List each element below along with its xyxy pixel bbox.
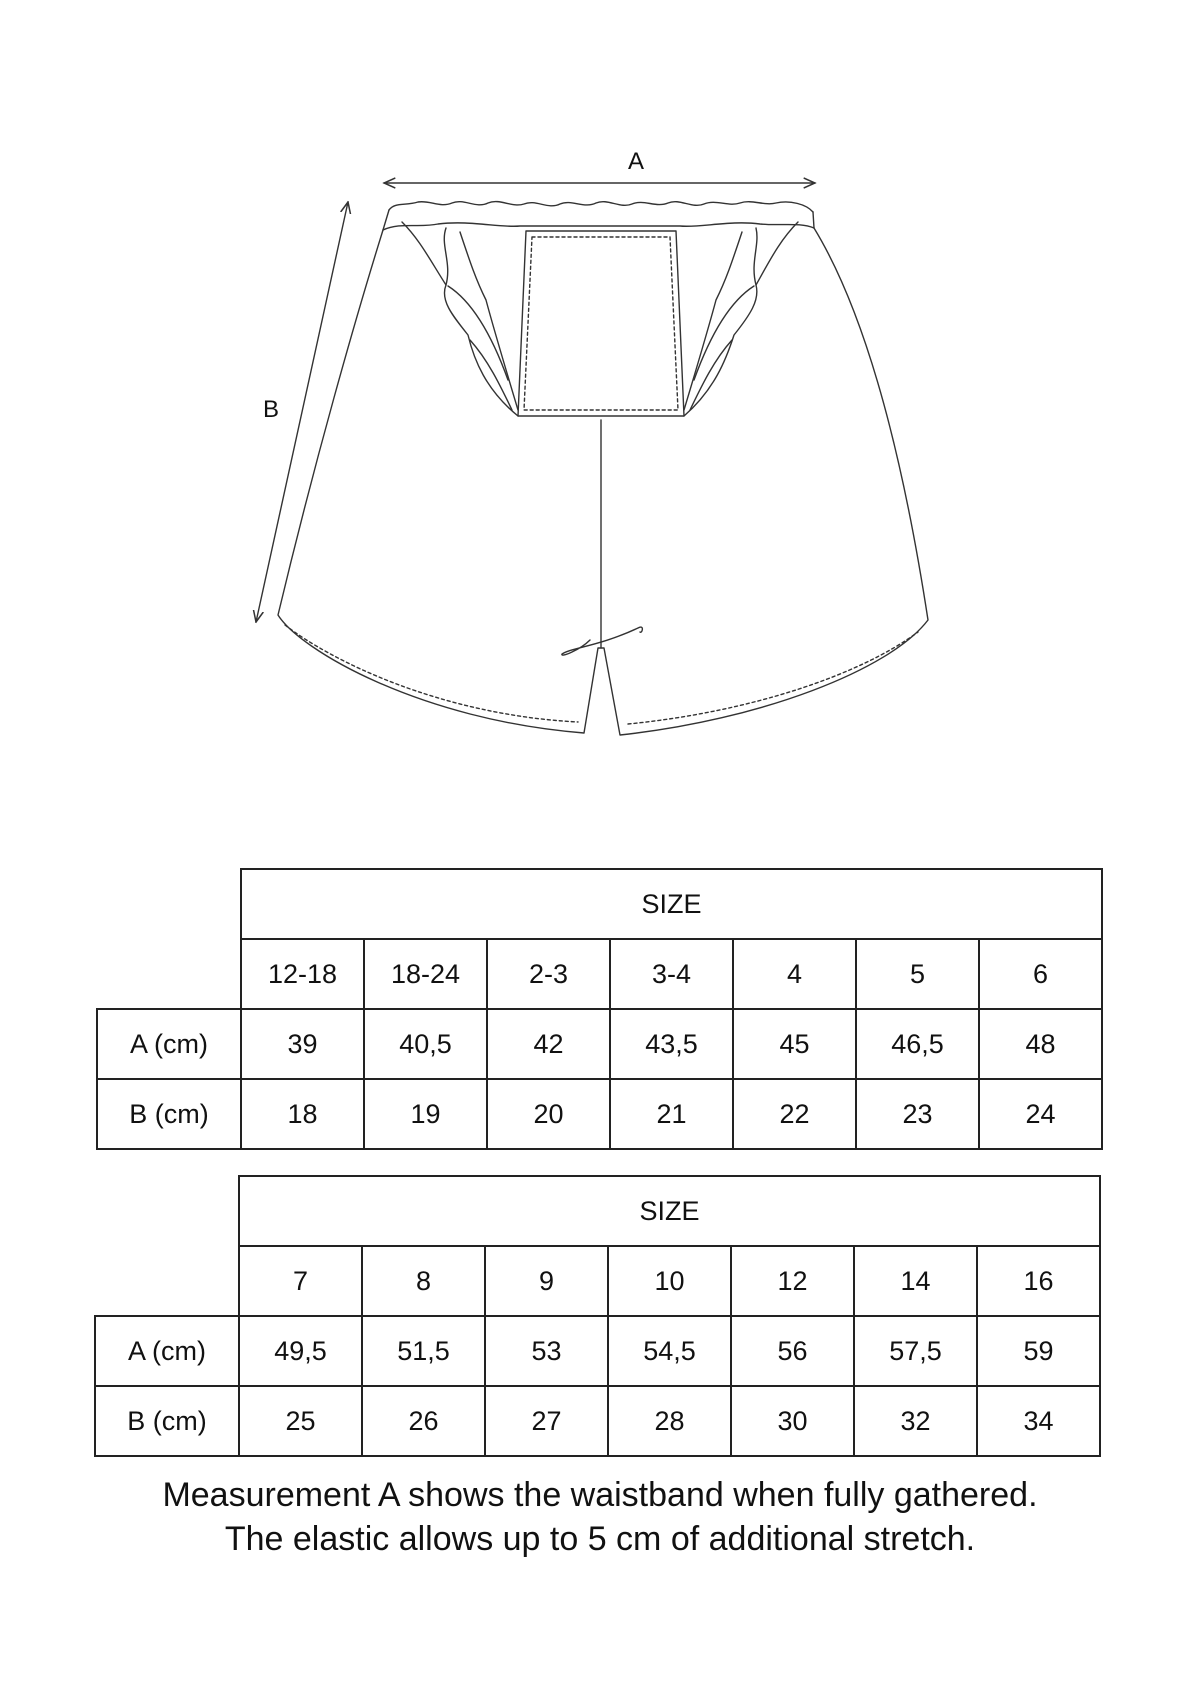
measurement-cell: 56 bbox=[731, 1316, 854, 1386]
waistband bbox=[389, 202, 813, 212]
size-table-1 bbox=[96, 868, 1103, 1150]
size-label: 12 bbox=[731, 1246, 854, 1316]
shorts-technical-drawing bbox=[0, 0, 1200, 780]
measurement-cell: 57,5 bbox=[854, 1316, 977, 1386]
table-row bbox=[95, 1316, 1100, 1386]
dimension-b-label: B bbox=[263, 396, 280, 423]
note-line-2: The elastic allows up to 5 cm of additional stretch. bbox=[224, 1520, 976, 1558]
size-table-2 bbox=[94, 1175, 1101, 1457]
size-label: 16 bbox=[977, 1246, 1100, 1316]
table-row bbox=[95, 1386, 1100, 1456]
shorts-outline bbox=[278, 228, 928, 735]
measurement-cell: 45 bbox=[733, 1009, 856, 1079]
measurement-cell: 20 bbox=[487, 1079, 610, 1149]
measurement-cell: 28 bbox=[608, 1386, 731, 1456]
measurement-cell: 51,5 bbox=[362, 1316, 485, 1386]
dimension-a-label: A bbox=[628, 148, 645, 175]
measurement-cell: 49,5 bbox=[239, 1316, 362, 1386]
size-label: 9 bbox=[485, 1246, 608, 1316]
measurement-note bbox=[0, 1473, 1200, 1561]
size-label: 12-18 bbox=[241, 939, 364, 1009]
size-label: 18-24 bbox=[364, 939, 487, 1009]
measurement-cell: 48 bbox=[979, 1009, 1102, 1079]
measurement-cell: 25 bbox=[239, 1386, 362, 1456]
measurement-cell: 43,5 bbox=[610, 1009, 733, 1079]
measurement-cell: 54,5 bbox=[608, 1316, 731, 1386]
size-label: 6 bbox=[979, 939, 1102, 1009]
measurement-cell: 27 bbox=[485, 1386, 608, 1456]
measurement-cell: 53 bbox=[485, 1316, 608, 1386]
size-label: 3-4 bbox=[610, 939, 733, 1009]
row-label: B (cm) bbox=[95, 1386, 239, 1456]
front-patch bbox=[518, 231, 684, 416]
size-label: 4 bbox=[733, 939, 856, 1009]
table-row bbox=[97, 1079, 1102, 1149]
row-label: B (cm) bbox=[97, 1079, 241, 1149]
row-label: A (cm) bbox=[95, 1316, 239, 1386]
measurement-cell: 19 bbox=[364, 1079, 487, 1149]
measurement-cell: 42 bbox=[487, 1009, 610, 1079]
measurement-cell: 23 bbox=[856, 1079, 979, 1149]
measurement-cell: 40,5 bbox=[364, 1009, 487, 1079]
measurement-cell: 39 bbox=[241, 1009, 364, 1079]
measurement-cell: 34 bbox=[977, 1386, 1100, 1456]
measurement-cell: 21 bbox=[610, 1079, 733, 1149]
measurement-cell: 26 bbox=[362, 1386, 485, 1456]
size-label: 10 bbox=[608, 1246, 731, 1316]
note-line-1: Measurement A shows the waistband when fully gathered. bbox=[162, 1476, 1038, 1514]
size-label: 5 bbox=[856, 939, 979, 1009]
size-header: SIZE bbox=[241, 869, 1102, 939]
size-label: 8 bbox=[362, 1246, 485, 1316]
measurement-cell: 32 bbox=[854, 1386, 977, 1456]
size-label: 7 bbox=[239, 1246, 362, 1316]
measurement-cell: 24 bbox=[979, 1079, 1102, 1149]
measurement-cell: 59 bbox=[977, 1316, 1100, 1386]
size-label: 2-3 bbox=[487, 939, 610, 1009]
measurement-cell: 22 bbox=[733, 1079, 856, 1149]
measurement-cell: 18 bbox=[241, 1079, 364, 1149]
table-row bbox=[97, 1009, 1102, 1079]
size-label: 14 bbox=[854, 1246, 977, 1316]
measurement-cell: 46,5 bbox=[856, 1009, 979, 1079]
measurement-cell: 30 bbox=[731, 1386, 854, 1456]
size-header: SIZE bbox=[239, 1176, 1100, 1246]
row-label: A (cm) bbox=[97, 1009, 241, 1079]
